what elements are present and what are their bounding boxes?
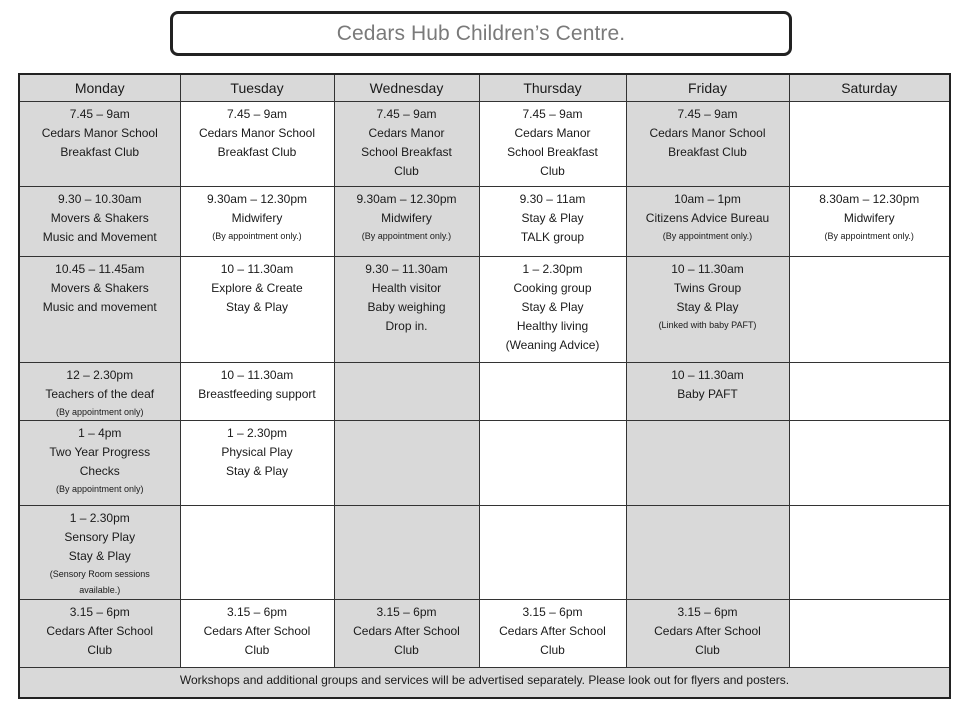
session-label: Two Year Progress bbox=[49, 445, 151, 460]
schedule-cell bbox=[180, 186, 334, 256]
session-label: Stay & Play bbox=[225, 299, 289, 314]
session-time: 3.15 – 6pm bbox=[677, 605, 738, 620]
schedule-cell bbox=[789, 362, 950, 421]
day-header: Wednesday bbox=[334, 74, 479, 102]
schedule-cell bbox=[19, 421, 180, 506]
schedule-cell bbox=[334, 506, 479, 600]
session-label: Stay & Play bbox=[68, 549, 131, 564]
schedule-cell bbox=[479, 362, 626, 421]
session-label: Baby PAFT bbox=[677, 386, 738, 401]
title-box bbox=[170, 11, 792, 56]
session-time: 9.30 – 11.30am bbox=[365, 261, 448, 276]
session-time: 7.45 – 9am bbox=[677, 107, 738, 121]
schedule-cell bbox=[789, 186, 950, 256]
session-label: Cedars After School bbox=[203, 624, 311, 639]
session-time: 12 – 2.30pm bbox=[66, 367, 134, 382]
day-header: Tuesday bbox=[180, 74, 334, 102]
session-label: Music and movement bbox=[42, 299, 157, 314]
session-label: Cedars After School bbox=[46, 624, 154, 639]
session-time: 9.30am – 12.30pm bbox=[356, 191, 457, 206]
schedule-row bbox=[19, 102, 950, 187]
session-label: Stay & Play bbox=[225, 464, 289, 479]
session-label: Breastfeeding support bbox=[198, 386, 316, 401]
schedule-cell bbox=[180, 600, 334, 668]
session-label: Cedars Manor School bbox=[41, 126, 158, 140]
session-time: 8.30am – 12.30pm bbox=[819, 191, 920, 206]
session-label: Club bbox=[394, 164, 419, 178]
session-label: Twins Group bbox=[673, 280, 742, 295]
schedule-cell bbox=[334, 362, 479, 421]
timetable bbox=[18, 73, 951, 699]
session-label: Cedars Manor bbox=[514, 126, 591, 140]
schedule-cell bbox=[180, 102, 334, 187]
session-note: (By appointment only.) bbox=[824, 230, 914, 241]
schedule-cell bbox=[626, 362, 789, 421]
session-note: available.) bbox=[79, 585, 121, 596]
session-time: 1 – 2.30pm bbox=[69, 511, 130, 526]
session-time: 1 – 2.30pm bbox=[522, 261, 583, 276]
session-label: Sensory Play bbox=[64, 530, 136, 545]
schedule-row bbox=[19, 362, 950, 421]
schedule-cell bbox=[626, 600, 789, 668]
session-time: 10 – 11.30am bbox=[671, 367, 744, 382]
schedule-row bbox=[19, 506, 950, 600]
session-label: Cedars After School bbox=[499, 624, 606, 639]
day-header: Saturday bbox=[789, 74, 950, 102]
session-label: Healthy living bbox=[516, 318, 589, 333]
session-time: 1 – 2.30pm bbox=[226, 426, 288, 441]
session-note: (By appointment only) bbox=[55, 484, 144, 495]
schedule-cell bbox=[479, 256, 626, 362]
session-label: Movers & Shakers bbox=[50, 210, 149, 225]
session-label: Cedars After School bbox=[353, 624, 460, 639]
schedule-row bbox=[19, 421, 950, 506]
schedule-cell bbox=[19, 256, 180, 362]
session-time: 7.45 – 9am bbox=[522, 107, 583, 121]
schedule-cell bbox=[19, 186, 180, 256]
session-label: Club bbox=[540, 643, 565, 658]
session-label: Health visitor bbox=[371, 280, 442, 295]
day-header: Friday bbox=[626, 74, 789, 102]
schedule-cell bbox=[479, 506, 626, 600]
schedule-cell bbox=[789, 421, 950, 506]
session-time: 3.15 – 6pm bbox=[376, 605, 437, 620]
session-label: Club bbox=[394, 643, 419, 658]
session-label: Club bbox=[87, 643, 113, 658]
session-time: 9.30am – 12.30pm bbox=[206, 191, 308, 206]
session-label: School Breakfast bbox=[361, 145, 452, 159]
session-time: 10 – 11.30am bbox=[220, 261, 294, 276]
schedule-cell bbox=[19, 506, 180, 600]
schedule-row bbox=[19, 186, 950, 256]
session-label: Club bbox=[695, 643, 720, 658]
session-label: TALK group bbox=[520, 229, 585, 244]
schedule-cell bbox=[626, 256, 789, 362]
session-label: Stay & Play bbox=[521, 210, 584, 225]
day-header: Thursday bbox=[479, 74, 626, 102]
session-label: Club bbox=[540, 164, 565, 178]
session-time: 10.45 – 11.45am bbox=[55, 261, 145, 276]
session-label: Cedars Manor bbox=[368, 126, 445, 140]
session-label: Explore & Create bbox=[211, 280, 303, 295]
schedule-cell bbox=[180, 506, 334, 600]
schedule-cell bbox=[479, 600, 626, 668]
session-label: Stay & Play bbox=[521, 299, 584, 314]
session-label: Breakfast Club bbox=[60, 145, 140, 159]
session-label: Cedars Manor School bbox=[198, 126, 316, 140]
schedule-row bbox=[19, 600, 950, 668]
session-label: Baby weighing bbox=[367, 299, 446, 314]
session-time: 7.45 – 9am bbox=[226, 107, 288, 121]
schedule-cell bbox=[334, 600, 479, 668]
session-note: (By appointment only) bbox=[55, 406, 144, 417]
session-label: Teachers of the deaf bbox=[45, 386, 155, 401]
schedule-cell bbox=[789, 506, 950, 600]
session-label: Breakfast Club bbox=[668, 145, 747, 159]
schedule-cell bbox=[626, 102, 789, 187]
session-label: Checks bbox=[79, 464, 120, 479]
session-note: (Sensory Room sessions bbox=[49, 569, 150, 580]
session-note: (By appointment only.) bbox=[212, 230, 302, 241]
day-header-row bbox=[19, 74, 950, 102]
session-label: Cooking group bbox=[513, 280, 592, 295]
schedule-cell bbox=[789, 102, 950, 187]
session-label: School Breakfast bbox=[507, 145, 598, 159]
schedule-cell bbox=[479, 102, 626, 187]
schedule-cell bbox=[180, 256, 334, 362]
session-note: (By appointment only.) bbox=[662, 230, 753, 241]
schedule-cell bbox=[334, 421, 479, 506]
session-time: 10am – 1pm bbox=[674, 191, 741, 206]
schedule-cell bbox=[334, 256, 479, 362]
session-label: Physical Play bbox=[221, 445, 293, 460]
session-label: Citizens Advice Bureau bbox=[645, 210, 770, 225]
schedule-cell bbox=[19, 362, 180, 421]
session-label: Midwifery bbox=[843, 210, 895, 225]
schedule-cell bbox=[626, 506, 789, 600]
session-label: Music and Movement bbox=[42, 229, 157, 244]
session-label: (Weaning Advice) bbox=[505, 337, 600, 352]
schedule-cell bbox=[180, 421, 334, 506]
session-label: Cedars After School bbox=[654, 624, 761, 639]
session-time: 9.30 – 11am bbox=[519, 191, 586, 206]
day-header: Monday bbox=[19, 74, 180, 102]
session-time: 3.15 – 6pm bbox=[69, 605, 130, 620]
session-label: Stay & Play bbox=[676, 299, 739, 314]
timetable-body bbox=[19, 102, 950, 668]
session-time: 3.15 – 6pm bbox=[522, 605, 583, 620]
schedule-cell bbox=[789, 256, 950, 362]
schedule-cell bbox=[626, 186, 789, 256]
session-label: Breakfast Club bbox=[217, 145, 297, 159]
session-time: 7.45 – 9am bbox=[69, 107, 130, 121]
schedule-cell bbox=[479, 186, 626, 256]
footer-note: Workshops and additional groups and services will be advertised separately. Please look out for flyers and posters. bbox=[19, 668, 950, 699]
session-time: 10 – 11.30am bbox=[220, 367, 294, 382]
session-label: Drop in. bbox=[385, 318, 428, 333]
schedule-cell bbox=[626, 421, 789, 506]
session-time: 1 – 4pm bbox=[78, 426, 122, 441]
footer-row bbox=[19, 668, 950, 699]
schedule-cell bbox=[19, 102, 180, 187]
session-time: 9.30 – 10.30am bbox=[58, 191, 142, 206]
schedule-cell bbox=[19, 600, 180, 668]
session-label: Club bbox=[244, 643, 270, 658]
session-label: Movers & Shakers bbox=[50, 280, 149, 295]
schedule-cell bbox=[479, 421, 626, 506]
session-label: Cedars Manor School bbox=[649, 126, 766, 140]
session-note: (By appointment only.) bbox=[361, 230, 452, 241]
session-note: (Linked with baby PAFT) bbox=[658, 319, 757, 330]
session-time: 3.15 – 6pm bbox=[226, 605, 288, 620]
page-title: Cedars Hub Children’s Centre. bbox=[336, 21, 626, 45]
session-time: 7.45 – 9am bbox=[376, 107, 437, 121]
schedule-cell bbox=[334, 186, 479, 256]
session-label: Midwifery bbox=[381, 210, 432, 225]
schedule-cell bbox=[789, 600, 950, 668]
schedule-row bbox=[19, 256, 950, 362]
schedule-cell bbox=[180, 362, 334, 421]
session-time: 10 – 11.30am bbox=[671, 261, 744, 276]
session-label: Midwifery bbox=[231, 210, 283, 225]
schedule-cell bbox=[334, 102, 479, 187]
